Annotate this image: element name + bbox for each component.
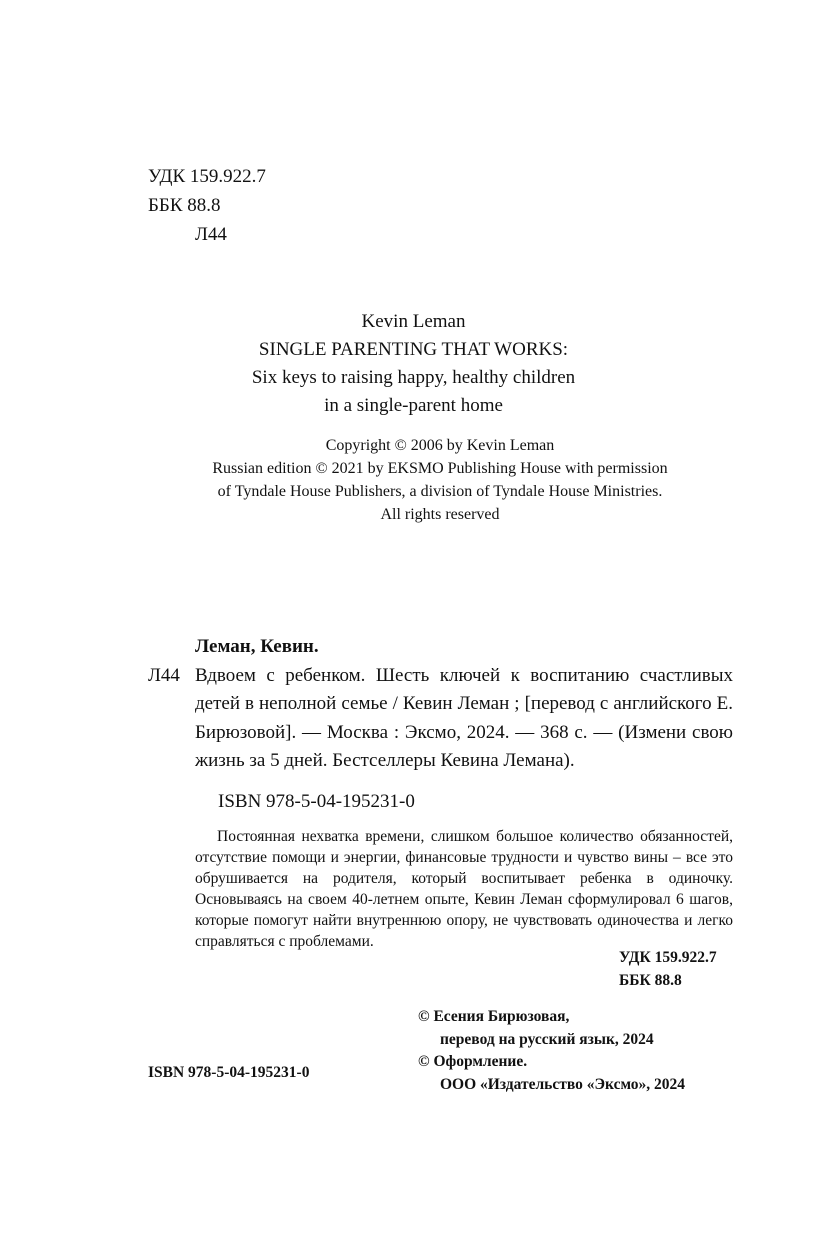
udk-code: УДК 159.922.7 <box>148 166 266 187</box>
bibliographic-record <box>148 633 733 816</box>
copyright-line: Russian edition © 2021 by EKSMO Publishing House with permission <box>212 460 668 477</box>
original-subtitle-line2: in a single-parent home <box>324 395 503 416</box>
bibliographic-description: Вдвоем с ребенком. Шесть ключей к воспитанию счастливых детей в неполной семье / Кевин Леман ; [перевод с английского Е. Бирюзовой]. — Москва : Эксмо, 2024. — 368 с. — (Измени свою жизнь за 5 дней. Бестселлеры Кевина Лемана). <box>195 664 733 771</box>
copyright-line: of Tyndale House Publishers, a division of Tyndale House Ministries. <box>217 483 663 500</box>
original-author: Kevin Leman <box>361 311 466 332</box>
annotation: Постоянная нехватка времени, слишком большое количество обязанностей, отсутствие помощи и энергии, финансовые трудности и чувство вины – все это обрушивается на родителя, который воспитывает ребенка в одиночку. Основываясь на своем 40-летнем опыте, Кевин Леман сформулировал 6 шагов, которые помогут найти внутреннюю опору, не чувствовать одиночества и легко справляться с проблемами. <box>195 828 733 950</box>
design-rights-cont: ООО «Издательство «Эксмо», 2024 <box>440 1075 686 1093</box>
translator-rights-cont: перевод на русский язык, 2024 <box>440 1030 654 1048</box>
bottom-bbk-code: ББК 88.8 <box>619 972 682 989</box>
bbk-code: ББК 88.8 <box>148 195 221 216</box>
bibliographic-entry <box>148 662 733 776</box>
bottom-udk-code: УДК 159.922.7 <box>619 949 717 966</box>
author-heading: Леман, Кевин. <box>195 636 319 657</box>
cutter-code: Л44 <box>195 224 227 245</box>
translator-rights: © Есения Бирюзовая, <box>418 1008 570 1025</box>
design-rights: © Оформление. <box>418 1053 528 1070</box>
original-subtitle-line1: Six keys to raising happy, healthy children <box>251 367 576 388</box>
copyright-line: Copyright © 2006 by Kevin Leman <box>325 437 555 454</box>
entry-cutter: Л44 <box>148 664 180 686</box>
isbn-bottom: ISBN 978-5-04-195231-0 <box>148 1064 310 1081</box>
copyright-line: All rights reserved <box>380 506 500 523</box>
bottom-classification-codes <box>619 946 717 992</box>
record-isbn: ISBN 978-5-04-195231-0 <box>218 790 415 812</box>
original-title: SINGLE PARENTING THAT WORKS: <box>258 339 569 360</box>
copyright-block <box>0 434 827 526</box>
classification-codes <box>148 162 266 249</box>
rights-notice <box>418 1006 685 1096</box>
original-edition-block <box>0 308 827 420</box>
